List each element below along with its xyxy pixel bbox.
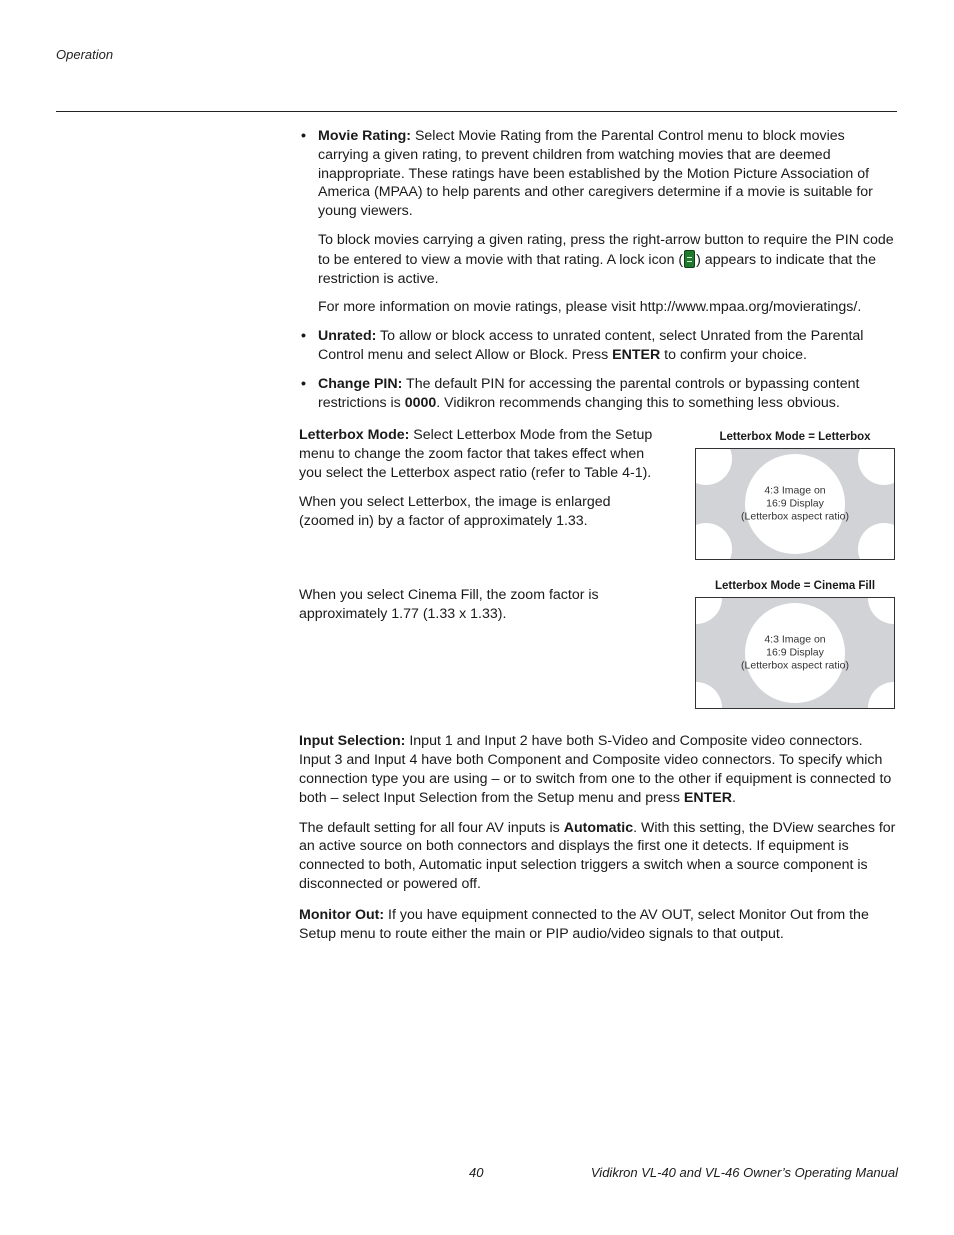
change-pin-term: Change PIN: — [318, 375, 403, 392]
automatic-paragraph — [299, 819, 897, 894]
figure-caption: Letterbox Mode = Cinema Fill — [714, 580, 876, 593]
movie-rating-text: Select Movie Rating from the Parental Control menu to block movies carrying a given rating, to prevent children from watching movies that are deemed inappropriate. These ratings have been established by the Motion Picture Association of America (MPAA) to help parents and other caregivers determine if a movie is suitable for young viewers. — [318, 128, 873, 220]
change-pin-text-after: . Vidikron recommends changing this to something less obvious. — [436, 394, 840, 411]
figure-letterbox — [695, 430, 895, 560]
unrated-paragraph — [318, 327, 897, 365]
letterbox-paragraph — [299, 426, 659, 482]
lock-paragraph — [318, 231, 897, 288]
default-pin: 0000 — [404, 394, 437, 411]
page-number: 40 — [469, 1165, 484, 1180]
letterbox-term: Letterbox Mode: — [299, 427, 410, 444]
manual-title: Vidikron VL-40 and VL-46 Owner’s Operating Manual — [590, 1165, 898, 1180]
corner-circle — [695, 448, 732, 485]
letterbox-section — [299, 426, 897, 732]
input-selection-paragraph — [299, 732, 897, 807]
list-item-unrated — [299, 327, 897, 365]
figure-label-line: 4:3 Image on — [764, 633, 826, 646]
mpaa-info-paragraph: For more information on movie ratings, please visit http://www.mpaa.org/movieratings/. — [318, 299, 862, 316]
figure-label-line: (Letterbox aspect ratio) — [741, 510, 849, 523]
header-rule — [56, 111, 897, 112]
automatic-term: Automatic — [563, 819, 634, 836]
input-selection-term: Input Selection: — [299, 733, 406, 750]
page-content — [299, 127, 897, 943]
cinema-fill-paragraph: When you select Cinema Fill, the zoom factor is approximately 1.77 (1.33 x 1.33). — [299, 587, 599, 623]
unrated-text-before: To allow or block access to unrated content, select Unrated from the Parental Control menu and select Allow or Block. Press — [318, 328, 864, 363]
letterbox-text — [299, 426, 659, 623]
monitor-out-term: Monitor Out: — [299, 906, 385, 923]
unrated-term: Unrated: — [318, 328, 377, 345]
parental-control-list — [299, 127, 897, 412]
list-item-change-pin — [299, 375, 897, 413]
corner-circle — [868, 597, 895, 624]
figure-label — [696, 634, 894, 673]
input-selection-enter-key: ENTER — [683, 789, 732, 806]
running-header: Operation — [56, 47, 114, 62]
corner-circle — [695, 682, 722, 709]
corner-circle — [695, 597, 722, 624]
monitor-out-text: If you have equipment connected to the AV OUT, select Monitor Out from the Setup menu to route either the main or PIP audio/video signals to that output. — [299, 906, 869, 942]
movie-rating-term: Movie Rating: — [318, 128, 412, 144]
list-item-movie-rating — [299, 127, 897, 317]
unrated-enter-key: ENTER — [612, 346, 661, 363]
letterbox-diagram — [695, 448, 895, 560]
corner-circle — [858, 448, 895, 485]
lock-text-before: To block movies carrying a given rating, press the right-arrow button to require the PIN code to be entered to view a movie with that rating. A lock icon ( — [318, 231, 894, 268]
figure-label-line: 16:9 Display — [766, 646, 824, 659]
change-pin-text-before: The default PIN for accessing the parental controls or bypassing content restrictions is — [318, 375, 860, 411]
automatic-text-after: . With this setting, the DView searches for an active source on both connectors and displays the first one it detects. If equipment is connected to both, Automatic input selection triggers a switch when a source component is disconnected or powered off. — [299, 819, 896, 892]
figure-label — [696, 485, 894, 524]
input-selection-text-after: . — [731, 789, 736, 806]
automatic-text-before: The default setting for all four AV inputs is — [299, 819, 564, 836]
figure-label-line: 4:3 Image on — [764, 484, 826, 497]
figure-label-line: (Letterbox aspect ratio) — [741, 659, 849, 672]
corner-circle — [868, 682, 895, 709]
monitor-out-paragraph — [299, 906, 897, 944]
corner-circle — [858, 523, 895, 560]
figure-label-line: 16:9 Display — [766, 497, 824, 510]
cinema-fill-diagram — [695, 597, 895, 709]
movie-rating-paragraph — [318, 127, 897, 221]
input-monitor-section — [299, 732, 897, 943]
figure-caption: Letterbox Mode = Letterbox — [719, 431, 871, 444]
input-selection-text-before: Input 1 and Input 2 have both S-Video and Composite video connectors. Input 3 and Input 4 have both Component and Composite video connectors. To specify which connection type you are using – or to switch from one to the other if equipment is connected to both – select Input Selection from the Setup menu and press — [299, 733, 892, 806]
corner-circle — [695, 523, 732, 560]
letterbox-text-body: Select Letterbox Mode from the Setup menu to change the zoom factor that takes effect when you select the Letterbox aspect ratio (refer to Table 4-1). — [299, 427, 653, 481]
unrated-text-after: to confirm your choice. — [660, 346, 807, 363]
change-pin-paragraph — [318, 375, 897, 413]
letterbox-zoom-paragraph: When you select Letterbox, the image is enlarged (zoomed in) by a factor of approximately 1.33. — [299, 493, 611, 529]
lock-icon — [684, 250, 695, 268]
figure-cinema-fill — [695, 579, 895, 709]
lock-text-after: ) appears to indicate that the restriction is active. — [318, 251, 876, 287]
